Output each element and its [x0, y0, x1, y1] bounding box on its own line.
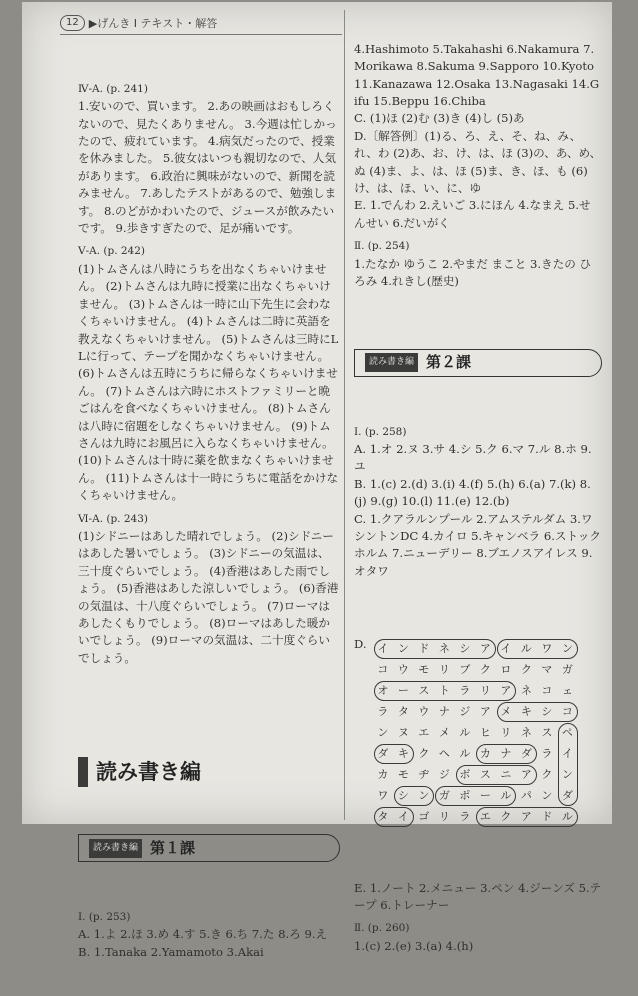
grid-cell: モ — [397, 768, 409, 782]
answer-paragraph: B. 1.Tanaka 2.Yamamoto 3.Akai — [78, 944, 264, 959]
grid-cell: モ — [418, 663, 430, 677]
grid-cell: ペ — [561, 726, 573, 740]
grid-cell: ド — [418, 642, 430, 656]
grid-cell: ナ — [438, 705, 450, 719]
grid-cell: ガ — [561, 663, 573, 677]
grid-cell: ダ — [377, 747, 389, 761]
answer-paragraph: (1)シドニーはあした晴れでしょう。 (2)シドニーはあした暑いでしょう。 (3)シドニーの気温は、三十度ぐらいでしょう。 (4)香港はあした雨でしょう。 (5)香港はあした涼しいでしょう。 (6)香港の気温は、十八度ぐらいでしょう。 (7)ローマはあしたくもりでしょう。 (8)ローマはあした暖かいでしょう。 (9)ローマの気温は、二十度ぐらいでしょう。 — [78, 528, 339, 665]
answer-paragraph: 1.(c) 2.(e) 3.(a) 4.(h) — [354, 938, 474, 953]
grid-cell: シ — [459, 642, 471, 656]
grid-cell: ア — [479, 705, 491, 719]
grid-cell: キ — [520, 705, 532, 719]
heading-bar — [78, 757, 88, 787]
answer-paragraph: 4.Hashimoto 5.Takahashi 6.Nakamura 7.Morikawa 8.Sakuma 9.Sapporo 10.Kyoto 11.Kanazawa 12.Osaka 13.Nagasaki 14.Gifu 15.Beppu 16.Chiba — [354, 41, 600, 109]
grid-cell: ド — [541, 810, 553, 824]
lesson1-banner — [78, 834, 340, 862]
answer-paragraph: D.〔解答例〕(1)る、ろ、え、そ、ね、み、れ、わ (2)あ、お、け、は、ほ (3)の、あ、め、ぬ (4)ま、よ、は、ほ (5)ま、き、ほ、も (6)け、は、ほ、い、に、ゆ — [354, 128, 602, 196]
section-heading: Ⅰ. (p. 253) — [78, 911, 131, 924]
grid-cell: コ — [377, 663, 389, 677]
lesson2-banner — [354, 349, 602, 377]
grid-cell: ア — [520, 768, 532, 782]
grid-cell: ー — [479, 789, 491, 803]
grid-cell: ブ — [459, 663, 471, 677]
grid-cell: ウ — [418, 705, 430, 719]
lesson2-more-answers — [354, 880, 602, 956]
section-heading: Ⅳ-A. (p. 241) — [78, 82, 148, 95]
grid-cell: エ — [479, 810, 491, 824]
grid-cell: メ — [438, 726, 450, 740]
grid-cell: ワ — [541, 642, 553, 656]
grid-cell: イ — [561, 747, 573, 761]
grid-cell: リ — [479, 684, 491, 698]
grid-cell: ン — [561, 642, 573, 656]
grid-cell: リ — [438, 663, 450, 677]
grid-cell: ヂ — [418, 768, 430, 782]
grid-cell: コ — [541, 684, 553, 698]
grid-cell: ダ — [520, 747, 532, 761]
answer-paragraph: A. 1.オ 2.ヌ 3.サ 4.シ 5.ク 6.マ 7.ル 8.ホ 9.ユ — [354, 441, 592, 474]
lesson2-title: 第２課 — [426, 353, 472, 372]
yomikaki-title: 読み書き編 — [96, 759, 201, 784]
grid-cell: ル — [500, 789, 512, 803]
section-heading: Ⅴ-A. (p. 242) — [78, 245, 146, 258]
grid-cell: ラ — [459, 810, 471, 824]
lesson1-continued-answers — [354, 41, 602, 291]
grid-cell: ス — [541, 726, 553, 740]
section-heading: Ⅱ. (p. 254) — [354, 240, 410, 253]
grid-cell: ル — [520, 642, 532, 656]
grid-cell: キ — [397, 747, 409, 761]
grid-cell: ヒ — [479, 726, 491, 740]
section-heading: Ⅵ-A. (p. 243) — [78, 512, 148, 525]
grid-cell: ク — [541, 768, 553, 782]
grid-cell: ア — [500, 684, 512, 698]
grid-cell: タ — [397, 705, 409, 719]
answer-paragraph: A. 1.よ 2.ほ 3.め 4.す 5.き 6.ち 7.た 8.ろ 9.え — [78, 927, 328, 942]
grid-cell: ェ — [561, 684, 573, 698]
grid-cell: ボ — [459, 768, 471, 782]
grid-cell: リ — [500, 726, 512, 740]
page-number: 12 — [60, 15, 85, 31]
grid-cell: コ — [561, 705, 573, 719]
word-search-block — [354, 636, 602, 827]
grid-cell: ネ — [438, 642, 450, 656]
textbook-page — [22, 2, 612, 959]
grid-cell: ク — [418, 747, 430, 761]
answer-paragraph: C. (1)ほ (2)む (3)き (4)し (5)あ — [354, 111, 525, 126]
grid-cell: ン — [541, 789, 553, 803]
lesson2-tag: 読み書き編 — [365, 353, 418, 372]
answer-paragraph: 1.安いので、買います。 2.あの映画はおもしろくないので、見たくありません。 3.今週は忙しかったので、疲れています。 4.病気だったので、授業を休みました。 5.彼女はいつも親切なので、人気があります。 6.政治に興味がないので、新聞を読みません。 7.あしたテストがあるので、勉強します。 8.のどがかわいたので、ジュースが飲みたいです。 9.歩きすぎたので、足が痛いです。 — [78, 99, 337, 236]
grid-cell: イ — [377, 642, 389, 656]
answer-paragraph: (1)トムさんは八時にうちを出なくちゃいけません。 (2)トムさんは九時に授業に出なくちゃいけません。 (3)トムさんは一時に山下先生に会わなくちゃいけません。 (4)トムさんは二時に英語を教えなくちゃいけません。 (5)トムさんは三時にLLに行って、テープを聞かなくちゃいけません。 (6)トムさんは五時にうちに帰らなくちゃいけません。 (7)トムさんは六時にホストファミリーと晩ごはんを食べなくちゃいけません。 (8)トムさんは八時に宿題をしなくちゃいけません。 (9)トムさんは九時にお風呂に入らなくちゃいけません。 (10)トムさんは十時に薬を飲まなくちゃいけません。 (11)トムさんは十一時にうちに電話をかけなくちゃいけません。 — [78, 261, 339, 503]
grid-cell: ア — [479, 642, 491, 656]
lesson1-tag: 読み書き編 — [89, 839, 142, 858]
answer-paragraph: E. 1.ノート 2.メニュー 3.ペン 4.ジーンズ 5.テープ 6.トレーナー — [354, 880, 602, 913]
grid-cell: ニ — [500, 768, 512, 782]
word-search-label: D. — [354, 637, 367, 652]
grid-cell: ア — [520, 810, 532, 824]
section-heading: Ⅱ. (p. 260) — [354, 922, 410, 935]
grid-cell: イ — [397, 810, 409, 824]
column-divider — [344, 10, 345, 820]
header-title: ▶げんき I テキスト・解答 — [88, 17, 218, 30]
grid-cell: ヘ — [438, 747, 450, 761]
grid-cell: ク — [520, 663, 532, 677]
grid-cell: ト — [438, 684, 450, 698]
grid-cell: ロ — [500, 663, 512, 677]
grid-cell: ン — [418, 789, 430, 803]
lesson2-answers — [354, 424, 602, 581]
right-column — [354, 6, 602, 990]
grid-cell: イ — [500, 642, 512, 656]
grid-cell: ス — [479, 768, 491, 782]
answer-paragraph: E. 1.でんわ 2.えいご 3.にほん 4.なまえ 5.せんせい 6.だいがく — [354, 198, 591, 230]
grid-cell: ク — [500, 810, 512, 824]
section-heading: Ⅰ. (p. 258) — [354, 425, 407, 438]
grid-cell: ワ — [377, 789, 389, 803]
grid-cell: ガ — [438, 789, 450, 803]
header-rule — [60, 34, 342, 35]
grid-cell: パ — [520, 789, 532, 803]
lesson1-answers — [78, 909, 340, 961]
grid-cell: ク — [479, 663, 491, 677]
grid-cell: シ — [397, 789, 409, 803]
grid-cell: ン — [377, 726, 389, 740]
grid-cell: メ — [500, 705, 512, 719]
left-answers — [78, 81, 340, 667]
left-column — [78, 40, 340, 996]
grid-cell: ン — [397, 642, 409, 656]
grid-cell: ラ — [377, 705, 389, 719]
grid-cell: シ — [541, 705, 553, 719]
word-search-grid — [373, 638, 578, 827]
grid-cell: ナ — [500, 747, 512, 761]
grid-cell: ル — [561, 810, 573, 824]
grid-cell: ス — [418, 684, 430, 698]
grid-cell: ル — [459, 747, 471, 761]
grid-cell: ル — [459, 726, 471, 740]
grid-cell: ジ — [459, 705, 471, 719]
page-header — [60, 12, 360, 34]
answer-paragraph: B. 1.(c) 2.(d) 3.(i) 4.(f) 5.(h) 6.(a) 7.(k) 8.(j) 9.(g) 10.(l) 11.(e) 12.(b) — [354, 476, 591, 509]
grid-cell: ー — [397, 684, 409, 698]
grid-cell: ラ — [541, 747, 553, 761]
grid-cell: ダ — [561, 789, 573, 803]
grid-cell: タ — [377, 810, 389, 824]
grid-cell: エ — [418, 726, 430, 740]
grid-cell: オ — [377, 684, 389, 698]
grid-cell: ン — [561, 768, 573, 782]
lesson1-title: 第１課 — [150, 838, 196, 857]
grid-cell: マ — [541, 663, 553, 677]
grid-cell: カ — [479, 747, 491, 761]
yomikaki-heading — [78, 757, 340, 787]
grid-cell: ネ — [520, 726, 532, 740]
grid-cell: ポ — [459, 789, 471, 803]
answer-paragraph: 1.たなか ゆうこ 2.やまだ まこと 3.きたの ひろみ 4.れきし(歴史) — [354, 256, 592, 289]
grid-cell: ジ — [438, 768, 450, 782]
grid-cell: ラ — [459, 684, 471, 698]
grid-cell: ヌ — [397, 726, 409, 740]
grid-cell: カ — [377, 768, 389, 782]
grid-cell: ウ — [397, 663, 409, 677]
answer-paragraph: C. 1.クアラルンプール 2.アムステルダム 3.ワシントンDC 4.カイロ 5.キャンベラ 6.ストックホルム 7.ニューデリー 8.ブエノスアイレス 9.オタワ — [354, 511, 601, 578]
grid-cell: リ — [438, 810, 450, 824]
grid-cell: ネ — [520, 684, 532, 698]
grid-cell: ゴ — [418, 810, 430, 824]
